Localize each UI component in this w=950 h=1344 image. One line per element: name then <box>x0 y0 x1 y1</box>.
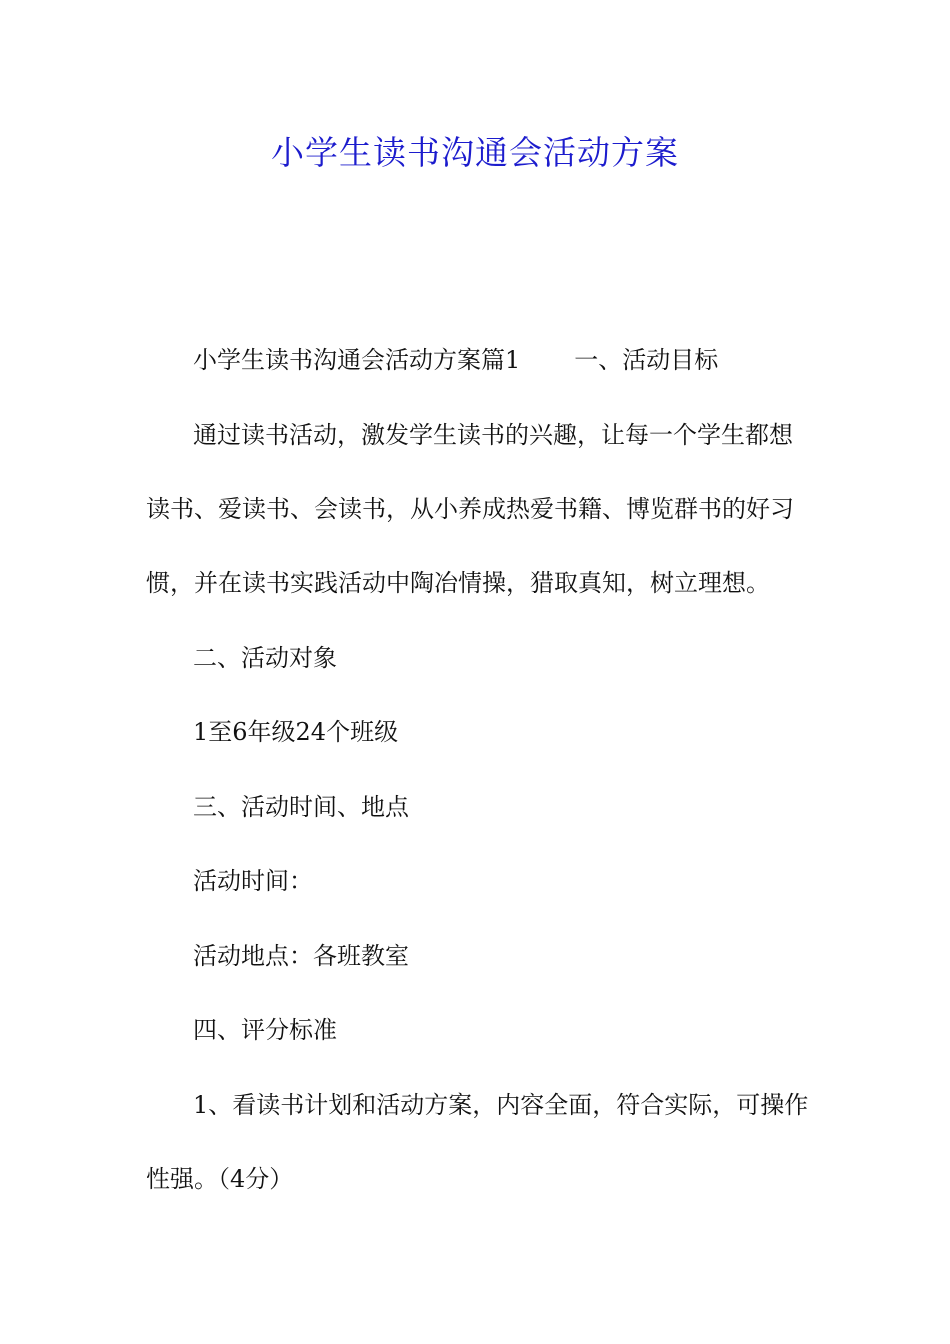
paragraph-line: 1至6年级24个班级 <box>193 718 399 746</box>
paragraph-line: 性强。（4分） <box>146 1165 294 1193</box>
paragraph-line: 通过读书活动，激发学生读书的兴趣，让每一个学生都想 <box>193 421 793 449</box>
section-heading: 三、活动时间、地点 <box>193 793 409 821</box>
paragraph-line <box>193 340 718 380</box>
document-title: 小学生读书沟通会活动方案 <box>271 133 679 172</box>
paragraph-line: 活动地点：各班教室 <box>193 942 409 970</box>
section-heading: 小学生读书沟通会活动方案篇1 <box>193 346 521 374</box>
paragraph-line: 活动时间： <box>193 867 313 895</box>
paragraph-line: 读书、爱读书、会读书，从小养成热爱书籍、博览群书的好习 <box>146 495 794 523</box>
section-heading: 二、活动对象 <box>193 644 337 672</box>
paragraph-line: 惯，并在读书实践活动中陶冶情操，猎取真知，树立理想。 <box>146 569 770 597</box>
paragraph-line: 1、看读书计划和活动方案，内容全面，符合实际，可操作 <box>193 1091 809 1119</box>
section-heading: 一、活动目标 <box>574 346 719 374</box>
section-heading: 四、评分标准 <box>193 1016 337 1044</box>
